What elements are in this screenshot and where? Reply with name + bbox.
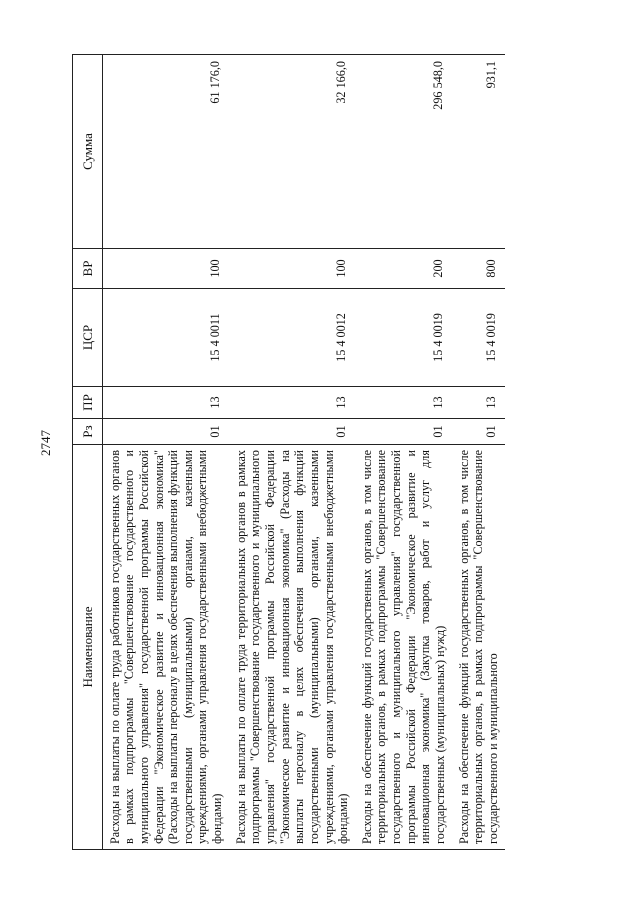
cell-csr: 15 4 0011 (102, 289, 229, 387)
table-row (355, 55, 452, 850)
cell-rz: 01 (355, 419, 452, 445)
cell-pr: 13 (229, 387, 355, 419)
header-sum: Сумма (73, 55, 103, 249)
budget-table (72, 54, 505, 850)
rotated-table-container (72, 55, 602, 850)
cell-vr: 200 (355, 249, 452, 289)
cell-vr: 100 (229, 249, 355, 289)
cell-sum: 32 166,0 (229, 55, 355, 249)
cell-name: Расходы на выплаты по оплате труда территориальных органов в рамках подпрограммы "Совершенствование государственного и муниципального управления" государственной программы Российской Федерации "Экономическое развитие и инновационная экономика" (Расходы на выплаты персоналу в целях обеспечения выполнения функций государственными (муниципальными) органами, казенными учреждениями, органами управления государственными внебюджетными фондами) (229, 445, 355, 850)
table-row (452, 55, 505, 850)
cell-vr: 800 (452, 249, 505, 289)
page-number: 2747 (38, 430, 53, 456)
cell-csr: 15 4 0019 (452, 289, 505, 387)
cell-pr: 13 (102, 387, 229, 419)
header-name: Наименование (73, 445, 103, 850)
cell-name: Расходы на обеспечение функций государственных органов, в том числе территориальных органов, в рамках подпрограммы "Совершенствование государственного и муниципального управления" государственной программы Российской Федерации "Экономическое развитие и инновационная экономика" (Закупка товаров, работ и услуг для государственных (муниципальных) нужд) (355, 445, 452, 850)
table-header-row (73, 55, 103, 850)
cell-pr: 13 (452, 387, 505, 419)
cell-sum: 61 176,0 (102, 55, 229, 249)
cell-rz: 01 (452, 419, 505, 445)
cell-sum: 931,1 (452, 55, 505, 249)
header-vr: ВР (73, 249, 103, 289)
cell-csr: 15 4 0019 (355, 289, 452, 387)
header-csr: ЦСР (73, 289, 103, 387)
table-row (102, 55, 229, 850)
cell-sum: 296 548,0 (355, 55, 452, 249)
cell-name: Расходы на обеспечение функций государственных органов, в том числе территориальных органов, в рамках подпрограммы "Совершенствование государственного и муниципального (452, 445, 505, 850)
cell-rz: 01 (102, 419, 229, 445)
header-pr: ПР (73, 387, 103, 419)
table-row (229, 55, 355, 850)
cell-rz: 01 (229, 419, 355, 445)
header-rz: Рз (73, 419, 103, 445)
cell-csr: 15 4 0012 (229, 289, 355, 387)
cell-name: Расходы на выплаты по оплате труда работников государственных органов в рамках подпрограммы "Совершенствование государственного и муниципального управления" государственной программы Российской Федерации "Экономическое развитие и инновационная экономика" (Расходы на выплаты персоналу в целях обеспечения выполнения функций государственными (муниципальными) органами, казенными учреждениями, органами управления государственными внебюджетными фондами) (102, 445, 229, 850)
cell-pr: 13 (355, 387, 452, 419)
cell-vr: 100 (102, 249, 229, 289)
